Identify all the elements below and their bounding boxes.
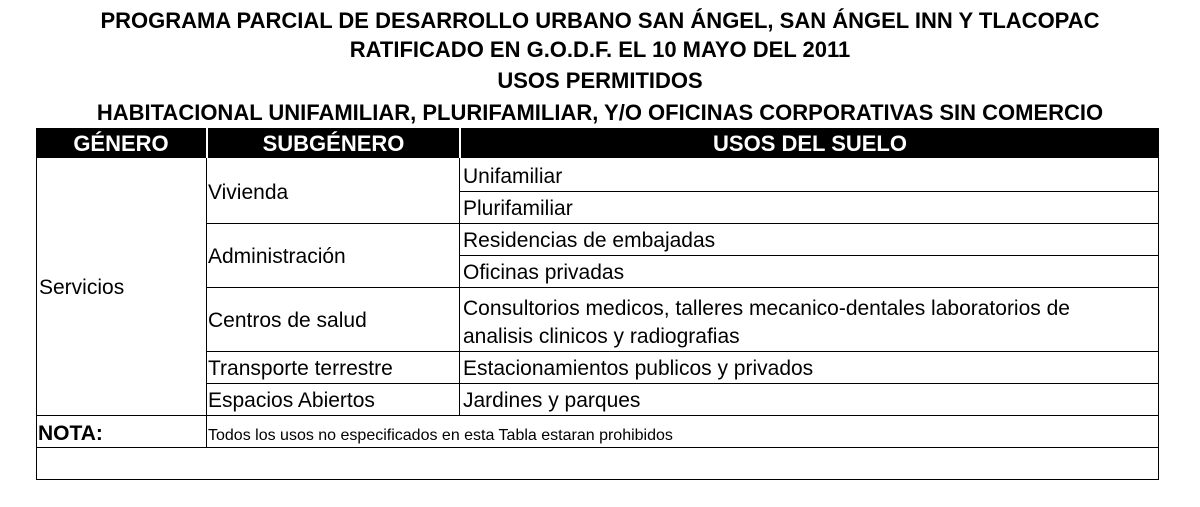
subgenero-cell: Vivienda <box>208 181 289 204</box>
uso-cell: Unifamiliar <box>463 165 563 188</box>
ratification-line: RATIFICADO EN G.O.D.F. EL 10 MAYO DEL 2011 <box>349 37 851 62</box>
uso-cell: Plurifamiliar <box>463 197 573 220</box>
subgenero-cell: Transporte terrestre <box>208 357 393 380</box>
uso-cell: analisis clinicos y radiografias <box>463 325 740 348</box>
border-bottom <box>36 479 1159 480</box>
row-line <box>36 447 1159 448</box>
border-left <box>36 158 37 480</box>
zoning-title: HABITACIONAL UNIFAMILIAR, PLURIFAMILIAR, Y/O OFICINAS CORPORATIVAS SIN COMERCIO <box>96 100 1104 125</box>
subgenero-cell: Centros de salud <box>208 309 367 332</box>
subgenero-cell: Espacios Abiertos <box>208 389 375 412</box>
uso-cell: Consultorios medicos, talleres mecanico-dentales laboratorios de <box>463 297 1070 320</box>
header-subgenero: SUBGÉNERO <box>208 128 459 158</box>
land-use-table <box>36 128 1159 480</box>
row-line <box>206 223 1159 224</box>
row-line <box>459 191 1159 192</box>
note-label: NOTA: <box>38 422 103 445</box>
uso-cell: Estacionamientos publicos y privados <box>463 357 814 380</box>
subgenero-cell: Administración <box>208 245 346 268</box>
note-text: Todos los usos no especificados en esta Tabla estaran prohibidos <box>208 427 673 444</box>
header-genero: GÉNERO <box>36 128 206 158</box>
header-usos: USOS DEL SUELO <box>461 128 1159 158</box>
row-line <box>206 287 1159 288</box>
section-title: USOS PERMITIDOS <box>497 68 703 93</box>
border-right <box>1158 158 1159 480</box>
uso-cell: Oficinas privadas <box>463 261 625 284</box>
document-title: PROGRAMA PARCIAL DE DESARROLLO URBANO SAN ÁNGEL, SAN ÁNGEL INN Y TLACOPAC <box>100 8 1100 33</box>
row-line <box>459 255 1159 256</box>
uso-cell: Residencias de embajadas <box>463 229 716 252</box>
genero-cell: Servicios <box>39 276 125 299</box>
row-line <box>206 351 1159 352</box>
divider-genero <box>206 158 207 448</box>
row-line <box>206 383 1159 384</box>
uso-cell: Jardines y parques <box>463 389 641 412</box>
row-line <box>36 415 1159 416</box>
